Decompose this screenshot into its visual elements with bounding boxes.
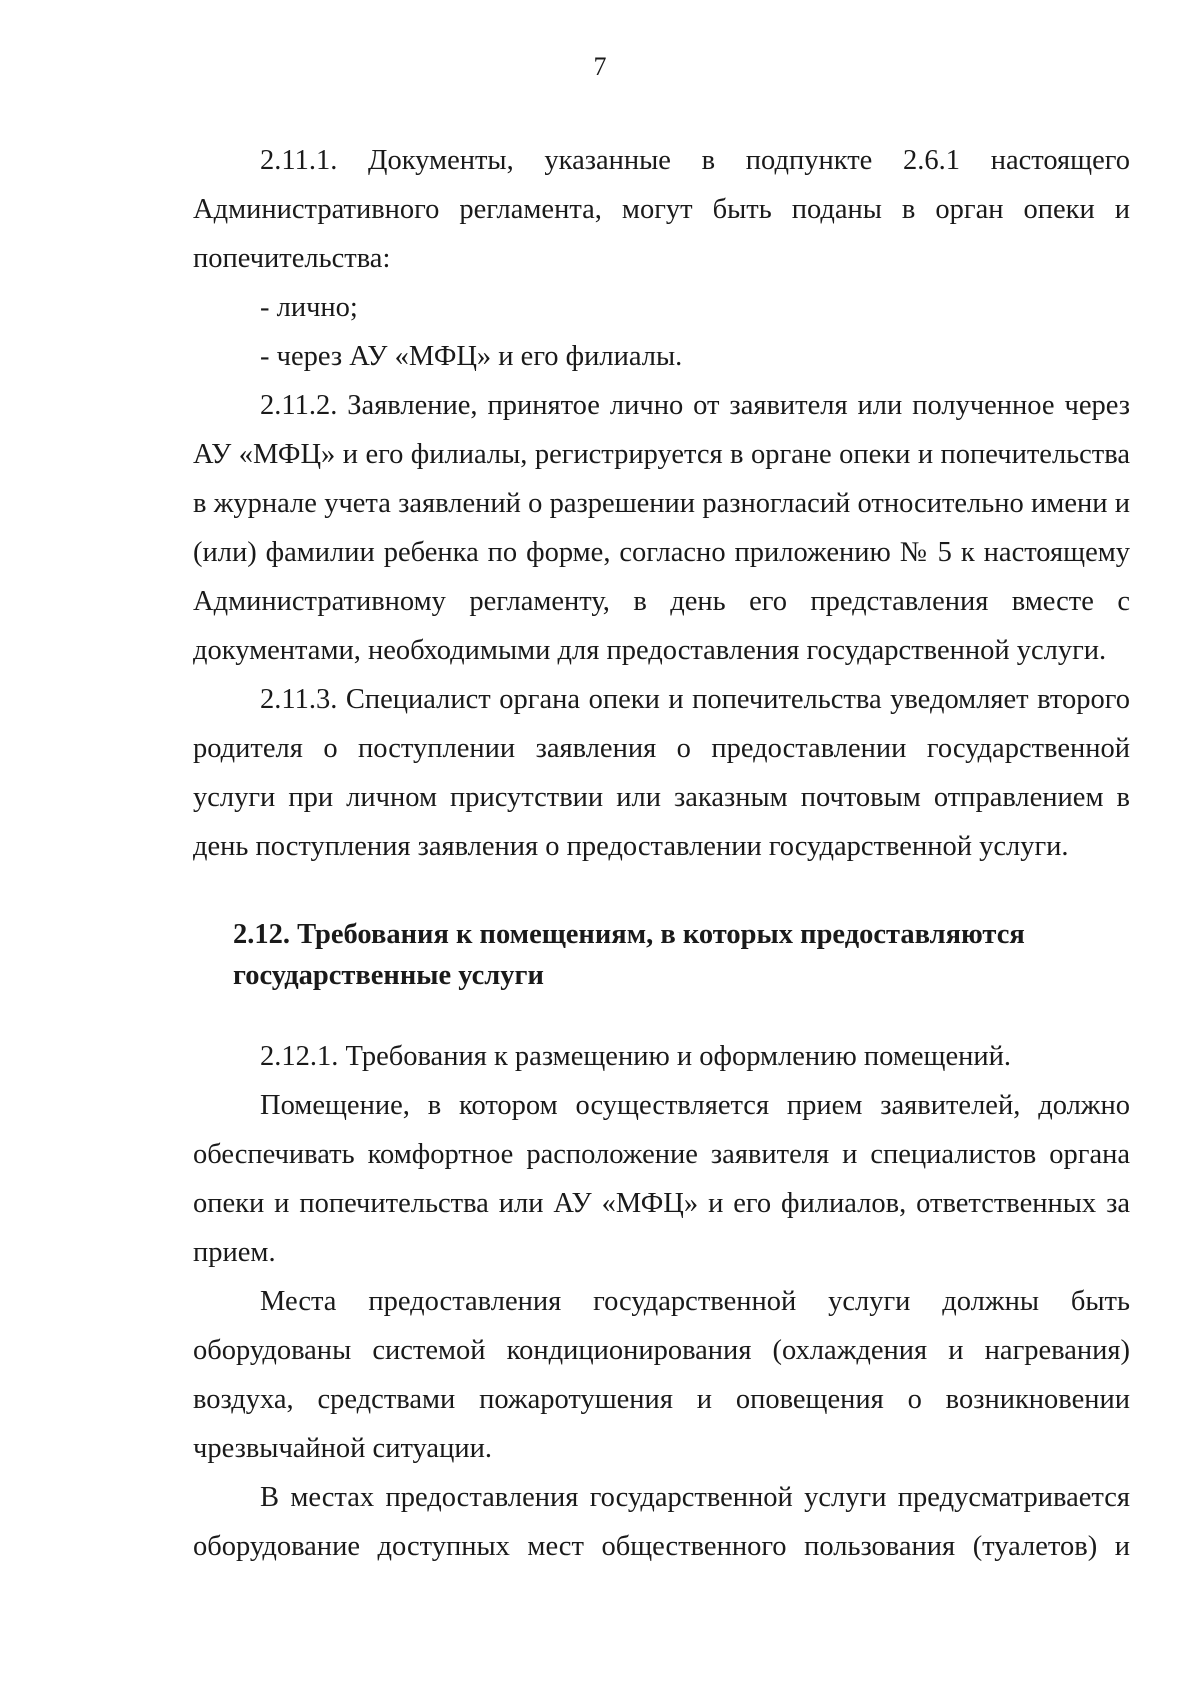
section-heading [193, 914, 1130, 996]
paragraph-2-12-1: 2.12.1. Требования к размещению и оформлению помещений. [260, 1041, 1011, 1072]
list-item-cherez-mfc: - через АУ «МФЦ» и его филиалы. [260, 341, 683, 372]
paragraph-2-11-3: 2.11.3. Специалист органа опеки и попечительства уведомляет второго родителя о поступлении заявления о предоставлении государственной услуги при личном присутствии или заказным почтовым отправлением в день поступления заявления о предоставлении государственной услуги. [193, 684, 1130, 862]
document-body [193, 136, 1130, 1571]
page-number: 7 [593, 52, 607, 81]
paragraph-mesta: Места предоставления государственной услуги должны быть оборудованы системой кондиционирования (охлаждения и нагревания) воздуха, средствами пожаротушения и оповещения о возникновении чрезвычайной ситуации. [193, 1286, 1130, 1464]
paragraph-pomeshchenie: Помещение, в котором осуществляется прием заявителей, должно обеспечивать комфортное расположение заявителя и специалистов органа опеки и попечительства или АУ «МФЦ» и его филиалов, ответственных за прием. [193, 1090, 1130, 1268]
section-heading-line-1: 2.12. Требования к помещениям, в которых предоставляются [233, 919, 1025, 950]
list-item-lichno: - лично; [260, 292, 358, 323]
section-heading-line-2: государственные услуги [233, 960, 544, 991]
paragraph-2-11-1: 2.11.1. Документы, указанные в подпункте 2.6.1 настоящего Административного регламента, могут быть поданы в орган опеки и попечительства: [193, 145, 1130, 274]
paragraph-2-11-2: 2.11.2. Заявление, принятое лично от заявителя или полученное через АУ «МФЦ» и его филиалы, регистрируется в органе опеки и попечительства в журнале учета заявлений о разрешении разногласий относительно имени и (или) фамилии ребенка по форме, согласно приложению № 5 к настоящему Административному регламенту, в день его представления вместе с документами, необходимыми для предоставления государственной услуги. [193, 390, 1130, 666]
paragraph-v-mestah: В местах предоставления государственной услуги предусматривается оборудование доступных мест общественного пользования (туалетов) и [193, 1482, 1130, 1562]
